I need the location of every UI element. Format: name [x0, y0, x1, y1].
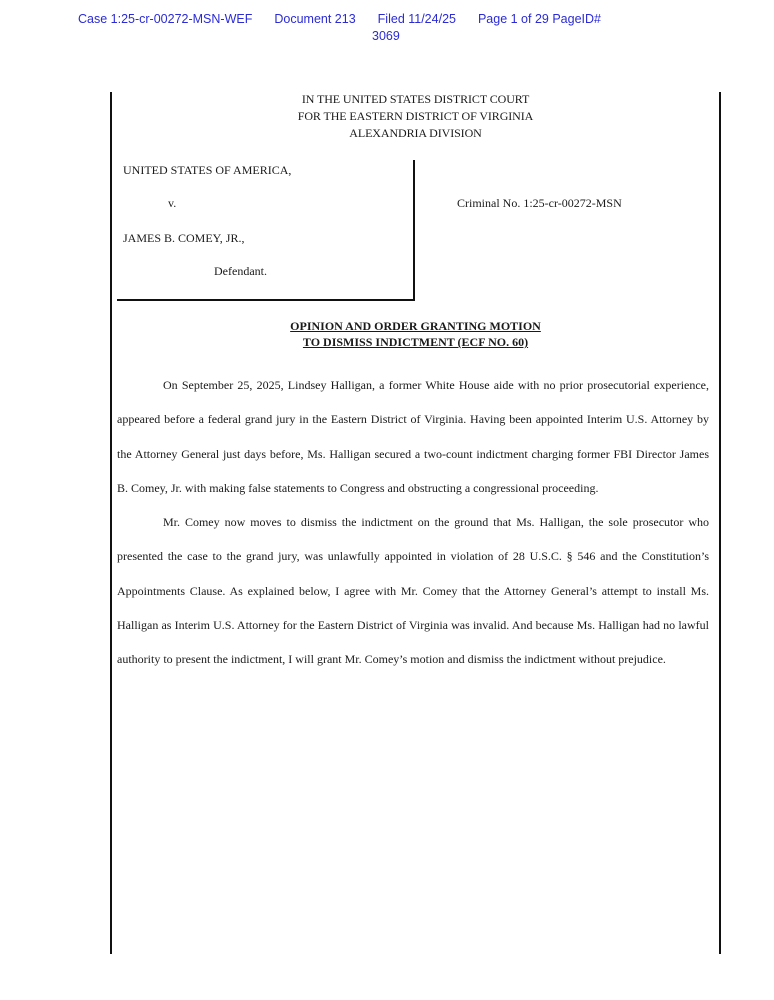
ecf-pageid: 3069 — [372, 29, 400, 43]
left-margin-rule — [110, 92, 112, 954]
court-name-line: IN THE UNITED STATES DISTRICT COURT — [301, 92, 530, 106]
document-title — [112, 318, 719, 350]
ecf-filed-date: Filed 11/24/25 — [377, 12, 456, 26]
court-heading — [112, 91, 719, 142]
title-line-2: TO DISMISS INDICTMENT (ECF NO. 60) — [302, 335, 529, 349]
ecf-case-number: Case 1:25-cr-00272-MSN-WEF — [78, 12, 253, 26]
caption-box-vertical-rule — [413, 160, 415, 301]
caption-defendant-role: Defendant. — [214, 264, 267, 278]
ecf-document-number: Document 213 — [274, 12, 356, 26]
caption-plaintiff: UNITED STATES OF AMERICA, — [123, 163, 292, 177]
right-margin-rule — [719, 92, 721, 954]
caption-defendant: JAMES B. COMEY, JR., — [123, 231, 245, 245]
caption-box-bottom-rule — [117, 299, 415, 301]
paragraph: On September 25, 2025, Lindsey Halligan, a former White House aide with no prior prosecutorial experience, appeared before a federal grand jury in the Eastern District of Virginia. Having been appointed Interim U.S. Attorney by the Attorney General just days before, Ms. Halligan secured a two-count indictment charging former FBI Director James B. Comey, Jr. with making false statements to Congress and obstructing a congressional proceeding. — [117, 378, 709, 495]
title-line-1: OPINION AND ORDER GRANTING MOTION — [290, 319, 541, 333]
court-district-line: FOR THE EASTERN DISTRICT OF VIRGINIA — [297, 109, 534, 123]
ecf-page-count: Page 1 of 29 PageID# — [477, 12, 601, 26]
case-number: Criminal No. 1:25-cr-00272-MSN — [457, 196, 622, 210]
paragraph: Mr. Comey now moves to dismiss the indictment on the ground that Ms. Halligan, the sole prosecutor who presented the case to the grand jury, was unlawfully appointed in violation of 28 U.S.C. § 546 and the Constitution’s Appointments Clause. As explained below, I agree with Mr. Comey that the Attorney General’s attempt to install Ms. Halligan as Interim U.S. Attorney for the Eastern District of Virginia was invalid. And because Ms. Halligan had no lawful authority to present the indictment, I will grant Mr. Comey’s motion and dismiss the indictment without prejudice. — [117, 515, 709, 667]
ecf-header-line — [78, 11, 601, 27]
caption-versus: v. — [168, 196, 177, 210]
court-division-line: ALEXANDRIA DIVISION — [349, 126, 482, 140]
opinion-body — [117, 368, 709, 677]
